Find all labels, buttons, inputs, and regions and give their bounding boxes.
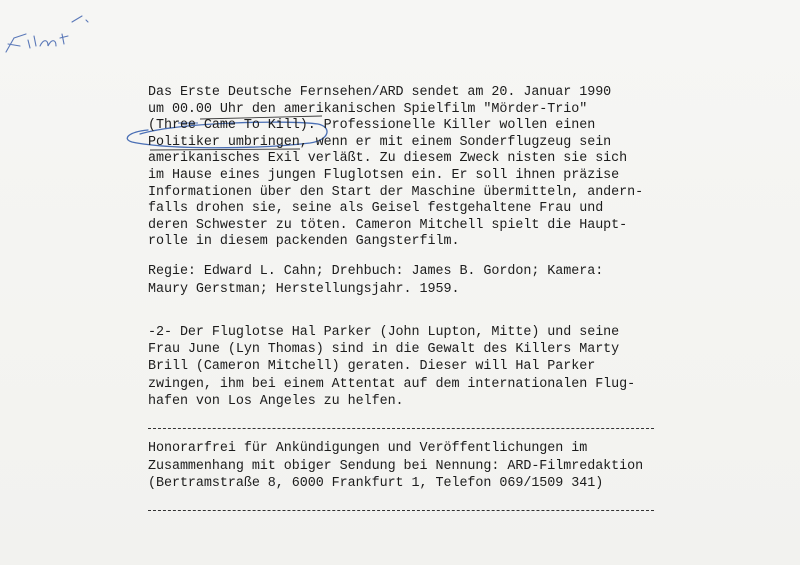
footer-line: Zusammenhang mit obiger Sendung bei Nennung: ARD-Filmredaktion — [148, 458, 644, 474]
credits-line: Regie: Edward L. Cahn; Drehbuch: James B. Gordon; Kamera: — [148, 264, 604, 279]
caption-line: zwingen, ihm bei einem Attentat auf dem internationalen Flug- — [148, 376, 636, 392]
text-line: Politiker umbringen, wenn er mit einem Sonderflugzeug sein — [148, 134, 612, 150]
text-line: Informationen über den Start der Maschine übermitteln, andern- — [148, 184, 644, 200]
text-line: deren Schwester zu töten. Cameron Mitchell spielt die Haupt- — [148, 217, 628, 233]
footer-line: (Bertramstraße 8, 6000 Frankfurt 1, Telefon 069/1509 341) — [148, 476, 604, 491]
text-line: falls drohen sie, seine als Geisel festgehaltene Frau und — [148, 201, 604, 217]
text-line: (Three Came To Kill). Professionelle Killer wollen einen — [148, 118, 596, 134]
text-line: Das Erste Deutsche Fernsehen/ARD sendet am 20. Januar 1990 — [148, 85, 612, 100]
dashed-rule-top — [148, 428, 654, 429]
caption-line: hafen von Los Angeles zu helfen. — [148, 393, 404, 409]
caption-line: Frau June (Lyn Thomas) sind in die Gewalt des Killers Marty — [148, 342, 620, 358]
text-line: amerikanisches Exil verläßt. Zu diesem Zweck nisten sie sich — [148, 151, 628, 167]
credits-line: Maury Gerstman; Herstellungsjahr. 1959. — [148, 281, 460, 297]
caption-line: Brill (Cameron Mitchell) geraten. Dieser will Hal Parker — [148, 359, 596, 375]
dashed-rule-bottom — [148, 510, 654, 511]
text-line: um 00.00 Uhr den amerikanischen Spielfilm "Mörder-Trio" — [148, 101, 588, 117]
footer-line: Honorarfrei für Ankündigungen und Veröffentlichungen im — [148, 441, 588, 456]
caption-line: -2- Der Fluglotse Hal Parker (John Lupton, Mitte) und seine — [148, 325, 620, 340]
text-line: im Hause eines jungen Fluglotsen ein. Er soll ihnen präzise — [148, 168, 620, 183]
text-line: rolle in diesem packenden Gangsterfilm. — [148, 234, 460, 250]
